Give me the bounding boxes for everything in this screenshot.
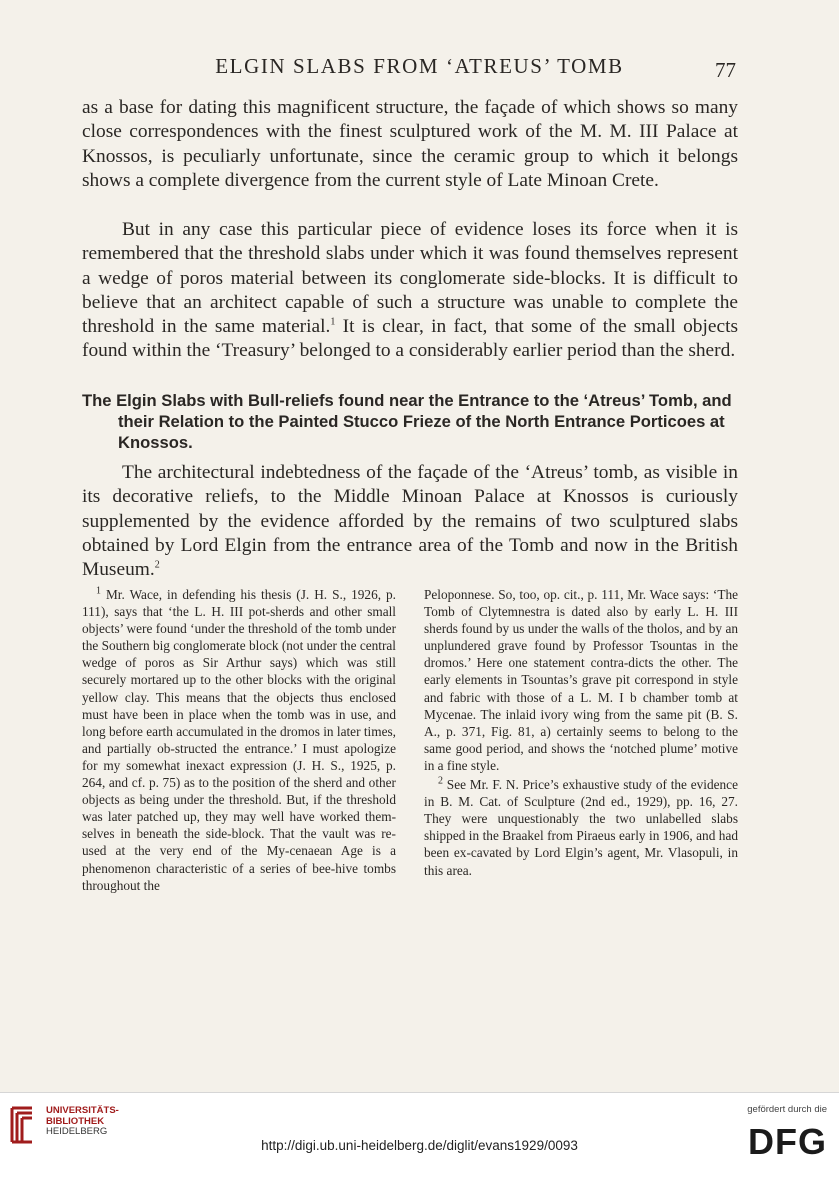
page-number: 77 xyxy=(715,58,736,82)
footnote-ref-1: 1 xyxy=(330,316,336,328)
footnotes xyxy=(82,586,738,1036)
footnote-1-marker: 1 xyxy=(96,585,101,597)
footnote-2-marker: 2 xyxy=(438,775,443,787)
footnote-1-text: Mr. Wace, in defending his thesis (J. H. S., 1926, p. 111), says that ‘the L. H. III pot-sherds and other small objects’ were found ‘under the threshold of the tomb under the Southern big conglomerate block (not under the central wedge of poros as Sir Arthur says) which was still securely mortared up to the other blocks with the original yellow clay. This means that the objects thus enclosed must have been in place when the tomb was in use, and long before earth accumulated in the dromos in later times, and partially ob-structed the entrance.’ I must apologize for my somewhat inexact expression (J. H. S., 1925, p. 264, and cf. p. 75) as to the position of the sherd and other objects as being under the threshold. But, if the threshold was later patched up, they may well have worked them-selves in beneath the side-block. That the vault was re-used at the very end of the My-cenaean Age is a phenomenon characteristic of a series of bee-hive tombs throughout the xyxy=(82,587,396,893)
library-name-line-2: BIBLIOTHEK xyxy=(46,1115,105,1127)
paragraph-1 xyxy=(82,96,738,193)
running-head xyxy=(0,52,839,80)
footer-divider xyxy=(0,1092,839,1093)
paragraph-3-body: The architectural indebtedness of the façade of the ‘Atreus’ tomb, as visible in its decorative reliefs, to the Middle Minoan Palace at Knossos is curiously supplemented by the evidence afforded by the remains of two sculptured slabs obtained by Lord Elgin from the entrance area of the Tomb and now in the British Museum. xyxy=(82,462,738,581)
footnote-1-continued: Peloponnese. So, too, op. cit., p. 111, Mr. Wace says: ‘The Tomb of Clytemnestra is dated also by early L. H. III sherds found by us under the walls of the tholos, and by an unplundered grave found by Professor Tsountas in the dromos.’ Here one statement contra-dicts the other. The early elements in Tsountas’s grave pit correspond in style and fabric with those of a L. M. I b chamber tomb at Mycenae. The inlaid ivory wing from the same pit (B. S. A., p. 371, Fig. 81, a) certainly seems to belong to the same good period, and shows the ‘notched plume’ motive in a fine style. xyxy=(424,587,738,773)
permalink-url[interactable]: http://digi.ub.uni-heidelberg.de/diglit/evans1929/0093 xyxy=(261,1138,578,1153)
footnote-2-text: See Mr. F. N. Price’s exhaustive study of the evidence in B. M. Cat. of Sculpture (2nd ed., 1929), pp. 16, 27. They were unquestionably the two unlabelled slabs shipped in the Braakel from Piraeus early in 1906, and had been ex-cavated by Lord Elgin’s agent, Mr. Vlasopuli, in this area. xyxy=(424,777,738,878)
paragraph-3-text xyxy=(82,461,738,582)
paragraph-2-part-b: It is clear, in fact, that some of the small objects found within the ‘Treasury’ belonged to a considerably earlier period than the sherd. xyxy=(82,316,739,362)
paragraph-2 xyxy=(82,218,738,364)
sponsor-text: gefördert durch die xyxy=(747,1104,827,1115)
library-name-line-3: HEIDELBERG xyxy=(46,1126,108,1137)
footnote-ref-2: 2 xyxy=(154,559,160,571)
paragraph-2-part-a: But in any case this particular piece of evidence loses its force when it is remembered that the threshold slabs under which it was found themselves represent a wedge of poros material between its conglomerate side-blocks. It is difficult to believe that an architect capable of such a structure was unable to complete the threshold in the same material. xyxy=(82,219,738,338)
paragraph-2-text xyxy=(82,218,738,364)
running-title: ELGIN SLABS FROM ‘ATREUS’ TOMB xyxy=(215,54,624,78)
digitization-footer xyxy=(0,1092,839,1185)
footnote-column-right xyxy=(424,586,738,879)
library-name-line-1: UNIVERSITÄTS- xyxy=(46,1105,119,1116)
university-library-name xyxy=(46,1106,119,1138)
section-heading: The Elgin Slabs with Bull-reliefs found near the Entrance to the ‘Atreus’ Tomb, and their Relation to the Painted Stucco Frieze of the North Entrance Porticoes at Knossos. xyxy=(82,391,732,452)
footnote-1 xyxy=(82,586,396,894)
paragraph-3 xyxy=(82,461,738,582)
dfg-logo: DFG xyxy=(748,1121,827,1162)
footnote-column-left xyxy=(82,586,396,894)
footnote-2 xyxy=(424,776,738,879)
paragraph-1-text: as a base for dating this magnificent structure, the façade of which shows so many close correspondences with the finest sculptured work of the M. M. III Palace at Knossos, is peculiarly unfortunate, since the ceramic group to which it belongs shows a complete divergence from the current style of Late Minoan Crete. xyxy=(82,97,738,191)
